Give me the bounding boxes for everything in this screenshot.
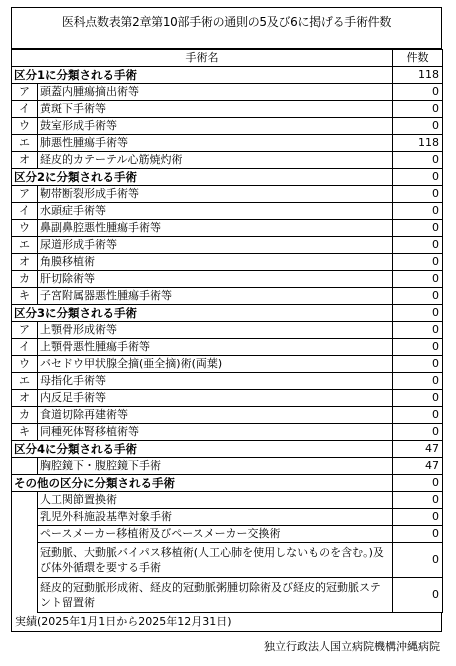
surgery-name: 経皮的カテーテル心筋焼灼術 — [38, 152, 393, 169]
surgery-count: 0 — [393, 492, 443, 509]
item-key — [12, 492, 38, 509]
item-key: イ — [12, 339, 38, 356]
surgery-name: 頭蓋内腫瘍摘出術等 — [38, 84, 393, 101]
surgery-name: 水頭症手術等 — [38, 203, 393, 220]
item-key: エ — [12, 373, 38, 390]
surgery-name: 角膜移植術 — [38, 254, 393, 271]
header-surgery-name: 手術名 — [12, 50, 393, 67]
category-total: 0 — [393, 305, 443, 322]
surgery-row — [12, 322, 443, 339]
surgery-count: 0 — [393, 526, 443, 543]
item-key: オ — [12, 152, 38, 169]
surgery-count: 0 — [393, 271, 443, 288]
category-label: 区分2に分類される手術 — [12, 169, 393, 186]
surgery-table — [11, 49, 443, 613]
item-key: エ — [12, 237, 38, 254]
surgery-name: 尿道形成手術等 — [38, 237, 393, 254]
item-key: キ — [12, 288, 38, 305]
category-row — [12, 169, 443, 186]
surgery-count: 0 — [393, 220, 443, 237]
item-key: カ — [12, 407, 38, 424]
item-key — [12, 578, 38, 613]
surgery-row — [12, 152, 443, 169]
item-key: ウ — [12, 220, 38, 237]
surgery-name: 食道切除再建術等 — [38, 407, 393, 424]
item-key — [12, 543, 38, 578]
surgery-table-body — [12, 50, 443, 613]
item-key: オ — [12, 390, 38, 407]
surgery-name: 肺悪性腫瘍手術等 — [38, 135, 393, 152]
surgery-count: 0 — [393, 186, 443, 203]
surgery-row — [12, 543, 443, 578]
category-label: 区分1に分類される手術 — [12, 67, 393, 84]
sheet-title: 医科点数表第2章第10部手術の通則の5及び6に掲げる手術件数 — [11, 7, 442, 49]
category-row — [12, 441, 443, 458]
surgery-count: 47 — [393, 458, 443, 475]
surgery-count: 0 — [393, 339, 443, 356]
surgery-name: 肝切除術等 — [38, 271, 393, 288]
header-count: 件数 — [393, 50, 443, 67]
surgery-count: 0 — [393, 254, 443, 271]
surgery-row — [12, 424, 443, 441]
surgery-name: 鼻副鼻腔悪性腫瘍手術等 — [38, 220, 393, 237]
surgery-name: ペースメーカー移植術及びペースメーカー交換術 — [38, 526, 393, 543]
category-label: その他の区分に分類される手術 — [12, 475, 393, 492]
item-key: カ — [12, 271, 38, 288]
category-total: 118 — [393, 67, 443, 84]
surgery-count: 0 — [393, 203, 443, 220]
surgery-count: 118 — [393, 135, 443, 152]
surgery-count: 0 — [393, 407, 443, 424]
surgery-row — [12, 356, 443, 373]
surgery-row — [12, 271, 443, 288]
item-key: ア — [12, 84, 38, 101]
surgery-name: 胸腔鏡下・腹腔鏡下手術 — [38, 458, 393, 475]
surgery-row — [12, 578, 443, 613]
surgery-count: 0 — [393, 509, 443, 526]
category-total: 47 — [393, 441, 443, 458]
surgery-row — [12, 135, 443, 152]
category-label: 区分4に分類される手術 — [12, 441, 393, 458]
category-row — [12, 67, 443, 84]
surgery-count: 0 — [393, 237, 443, 254]
item-key: イ — [12, 101, 38, 118]
surgery-count: 0 — [393, 373, 443, 390]
period-note: 実績(2025年1月1日から2025年12月31日) — [11, 613, 442, 632]
surgery-row — [12, 254, 443, 271]
surgery-name: 靭帯断裂形成手術等 — [38, 186, 393, 203]
surgery-row — [12, 492, 443, 509]
surgery-name: 乳児外科施設基準対象手術 — [38, 509, 393, 526]
surgery-name: 上顎骨形成術等 — [38, 322, 393, 339]
surgery-name: 子宮附属器悪性腫瘍手術等 — [38, 288, 393, 305]
surgery-row — [12, 186, 443, 203]
surgery-row — [12, 101, 443, 118]
item-key: ウ — [12, 118, 38, 135]
surgery-count: 0 — [393, 578, 443, 613]
surgery-row — [12, 237, 443, 254]
table-header-row — [12, 50, 443, 67]
category-total: 0 — [393, 475, 443, 492]
surgery-name: 人工関節置換術 — [38, 492, 393, 509]
surgery-row — [12, 458, 443, 475]
surgery-count-sheet — [11, 7, 442, 654]
item-key: エ — [12, 135, 38, 152]
item-key: オ — [12, 254, 38, 271]
surgery-row — [12, 118, 443, 135]
surgery-count: 0 — [393, 390, 443, 407]
category-label: 区分3に分類される手術 — [12, 305, 393, 322]
surgery-name: バセドウ甲状腺全摘(亜全摘)術(両葉) — [38, 356, 393, 373]
surgery-name: 上顎骨悪性腫瘍手術等 — [38, 339, 393, 356]
item-key: イ — [12, 203, 38, 220]
surgery-count: 0 — [393, 84, 443, 101]
surgery-row — [12, 526, 443, 543]
item-key — [12, 509, 38, 526]
surgery-count: 0 — [393, 118, 443, 135]
surgery-row — [12, 288, 443, 305]
item-key — [12, 458, 38, 475]
surgery-row — [12, 373, 443, 390]
surgery-row — [12, 220, 443, 237]
surgery-row — [12, 407, 443, 424]
item-key: ウ — [12, 356, 38, 373]
item-key: ア — [12, 322, 38, 339]
surgery-name: 黄斑下手術等 — [38, 101, 393, 118]
surgery-name: 経皮的冠動脈形成術、経皮的冠動脈粥腫切除術及び経皮的冠動脈ステント留置術 — [38, 578, 393, 613]
item-key — [12, 526, 38, 543]
surgery-row — [12, 390, 443, 407]
category-row — [12, 475, 443, 492]
surgery-count: 0 — [393, 543, 443, 578]
surgery-count: 0 — [393, 101, 443, 118]
surgery-count: 0 — [393, 424, 443, 441]
surgery-name: 同種死体腎移植術等 — [38, 424, 393, 441]
surgery-name: 内反足手術等 — [38, 390, 393, 407]
item-key: ア — [12, 186, 38, 203]
surgery-count: 0 — [393, 152, 443, 169]
category-row — [12, 305, 443, 322]
organization-name: 独立行政法人国立病院機構沖縄病院 — [264, 640, 440, 653]
surgery-row — [12, 339, 443, 356]
surgery-name: 鼓室形成手術等 — [38, 118, 393, 135]
surgery-count: 0 — [393, 356, 443, 373]
surgery-row — [12, 203, 443, 220]
category-total: 0 — [393, 169, 443, 186]
surgery-row — [12, 84, 443, 101]
surgery-count: 0 — [393, 322, 443, 339]
surgery-count: 0 — [393, 288, 443, 305]
surgery-name: 冠動脈、大動脈バイパス移植術(人工心肺を使用しないものを含む。)及び体外循環を要する手術 — [38, 543, 393, 578]
surgery-name: 母指化手術等 — [38, 373, 393, 390]
surgery-row — [12, 509, 443, 526]
item-key: キ — [12, 424, 38, 441]
